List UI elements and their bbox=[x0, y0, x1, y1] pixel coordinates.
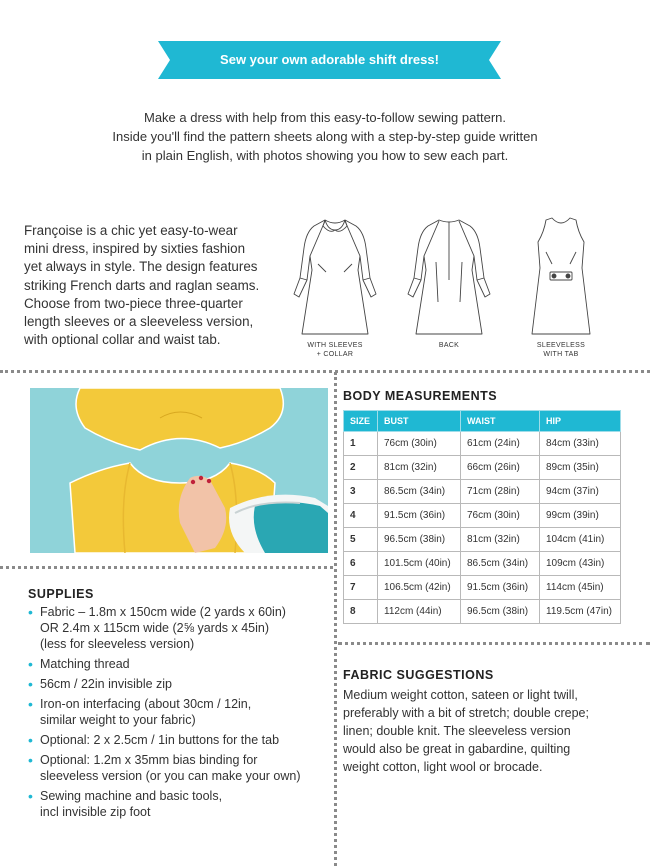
description-line: yet always in style. The design features bbox=[24, 259, 258, 275]
column-header-waist: WAIST bbox=[461, 411, 540, 432]
cell-hip: 99cm (39in) bbox=[540, 504, 621, 528]
table-row bbox=[344, 600, 621, 624]
cell-bust: 81cm (32in) bbox=[378, 456, 461, 480]
cell-size: 7 bbox=[344, 576, 378, 600]
measurements-title: BODY MEASUREMENTS bbox=[343, 389, 498, 403]
table-row bbox=[344, 552, 621, 576]
table-row bbox=[344, 504, 621, 528]
table-row bbox=[344, 528, 621, 552]
dress-sketch-back bbox=[404, 212, 494, 340]
cell-bust: 101.5cm (40in) bbox=[378, 552, 461, 576]
dress-sketch-sleeveless bbox=[516, 212, 606, 340]
description-line: striking French darts and raglan seams. bbox=[24, 277, 260, 293]
cell-waist: 61cm (24in) bbox=[461, 432, 540, 456]
divider-horizontal-top bbox=[0, 370, 650, 373]
cell-size: 8 bbox=[344, 600, 378, 624]
cell-hip: 84cm (33in) bbox=[540, 432, 621, 456]
cell-bust: 76cm (30in) bbox=[378, 432, 461, 456]
intro-line: Make a dress with help from this easy-to-follow sewing pattern. bbox=[144, 110, 506, 125]
cell-size: 3 bbox=[344, 480, 378, 504]
column-header-hip: HIP bbox=[540, 411, 621, 432]
column-header-bust: BUST bbox=[378, 411, 461, 432]
fabric-line: weight cotton, light wool or brocade. bbox=[343, 760, 543, 774]
description-line: length sleeves or a sleeveless version, bbox=[24, 314, 254, 330]
banner-title: Sew your own adorable shift dress! bbox=[220, 52, 439, 67]
supplies-list bbox=[28, 604, 328, 824]
cell-waist: 86.5cm (34in) bbox=[461, 552, 540, 576]
fabric-line: linen; double knit. The sleeveless version bbox=[343, 724, 571, 738]
description-line: with optional collar and waist tab. bbox=[24, 332, 221, 348]
intro-line: Inside you'll find the pattern sheets along with a step-by-step guide written bbox=[112, 129, 538, 144]
dress-description bbox=[24, 222, 286, 349]
divider-vertical bbox=[334, 372, 337, 866]
cell-hip: 94cm (37in) bbox=[540, 480, 621, 504]
cell-bust: 91.5cm (36in) bbox=[378, 504, 461, 528]
list-item: • Matching thread bbox=[28, 656, 328, 672]
cell-waist: 91.5cm (36in) bbox=[461, 576, 540, 600]
fabric-line: would also be great in gabardine, quilting bbox=[343, 742, 571, 756]
list-item: • Iron-on interfacing (about 30cm / 12in, similar weight to your fabric) bbox=[28, 696, 328, 728]
figure-label-back: BACK bbox=[438, 342, 460, 349]
intro-text bbox=[60, 108, 590, 165]
fabric-line: Medium weight cotton, sateen or light twill, bbox=[343, 688, 578, 702]
cell-bust: 96.5cm (38in) bbox=[378, 528, 461, 552]
cell-hip: 114cm (45in) bbox=[540, 576, 621, 600]
title-banner bbox=[158, 41, 501, 79]
fabric-line: preferably with a bit of stretch; double crepe; bbox=[343, 706, 589, 720]
cell-bust: 106.5cm (42in) bbox=[378, 576, 461, 600]
list-item: • Optional: 1.2m x 35mm bias binding for sleeveless version (or you can make your own) bbox=[28, 752, 328, 784]
cell-size: 2 bbox=[344, 456, 378, 480]
cell-hip: 89cm (35in) bbox=[540, 456, 621, 480]
table-header-row bbox=[344, 411, 621, 432]
dress-sketch-sleeves-collar bbox=[290, 212, 380, 340]
cell-size: 6 bbox=[344, 552, 378, 576]
cell-waist: 66cm (26in) bbox=[461, 456, 540, 480]
cell-size: 5 bbox=[344, 528, 378, 552]
fabric-title: FABRIC SUGGESTIONS bbox=[343, 668, 494, 682]
list-item: • Sewing machine and basic tools, incl invisible zip foot bbox=[28, 788, 328, 820]
cell-waist: 81cm (32in) bbox=[461, 528, 540, 552]
table-row bbox=[344, 480, 621, 504]
cell-bust: 112cm (44in) bbox=[378, 600, 461, 624]
figure-label-sleeveless: SLEEVELESS WITH TAB bbox=[536, 342, 586, 358]
supplies-title: SUPPLIES bbox=[28, 587, 94, 601]
cell-size: 1 bbox=[344, 432, 378, 456]
list-item: • Fabric – 1.8m x 150cm wide (2 yards x 60in) OR 2.4m x 115cm wide (2⅝ yards x 45in) (less for sleeveless version) bbox=[28, 604, 328, 652]
divider-horizontal-right bbox=[338, 642, 650, 645]
cell-waist: 96.5cm (38in) bbox=[461, 600, 540, 624]
sewing-photo bbox=[30, 388, 328, 553]
cell-bust: 86.5cm (34in) bbox=[378, 480, 461, 504]
table-row bbox=[344, 576, 621, 600]
cell-size: 4 bbox=[344, 504, 378, 528]
fabric-suggestions bbox=[343, 686, 623, 776]
description-line: mini dress, inspired by sixties fashion bbox=[24, 241, 246, 257]
list-item: • 56cm / 22in invisible zip bbox=[28, 676, 328, 692]
table-row bbox=[344, 456, 621, 480]
divider-horizontal-left bbox=[0, 566, 333, 569]
figure-label-sleeves: WITH SLEEVES + COLLAR bbox=[307, 342, 363, 358]
table-row bbox=[344, 432, 621, 456]
cell-hip: 104cm (41in) bbox=[540, 528, 621, 552]
cell-hip: 119.5cm (47in) bbox=[540, 600, 621, 624]
list-item: • Optional: 2 x 2.5cm / 1in buttons for the tab bbox=[28, 732, 328, 748]
intro-line: in plain English, with photos showing you how to sew each part. bbox=[141, 148, 509, 163]
description-line: Choose from two-piece three-quarter bbox=[24, 295, 243, 311]
cell-waist: 71cm (28in) bbox=[461, 480, 540, 504]
cell-waist: 76cm (30in) bbox=[461, 504, 540, 528]
description-line: Françoise is a chic yet easy-to-wear bbox=[24, 223, 238, 238]
cell-hip: 109cm (43in) bbox=[540, 552, 621, 576]
column-header-size: SIZE bbox=[344, 411, 378, 432]
measurements-table bbox=[343, 410, 621, 624]
